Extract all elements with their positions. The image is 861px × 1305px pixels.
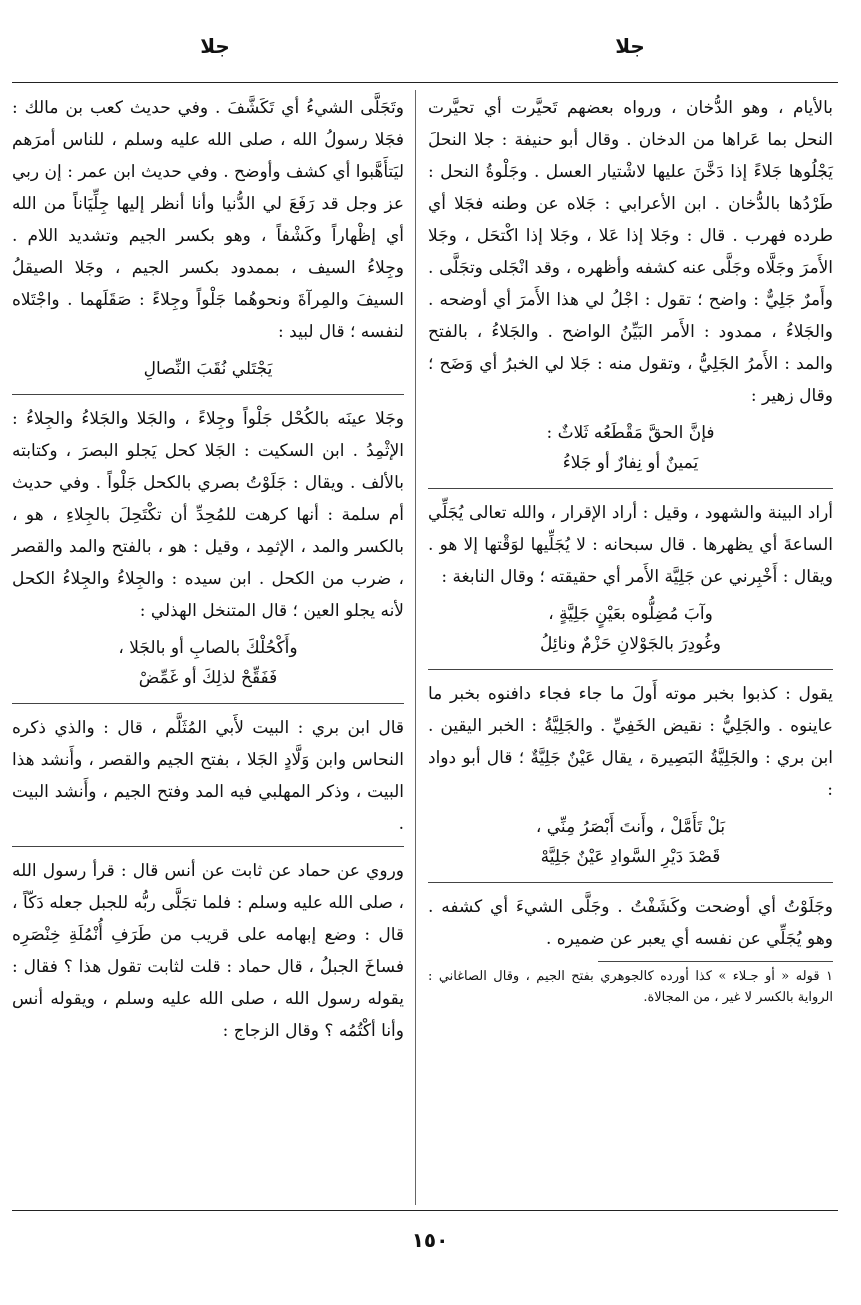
footnote-rule [598, 961, 833, 962]
running-head-left: جلا [200, 34, 230, 58]
page-header [0, 34, 861, 74]
header-rule [12, 82, 838, 83]
footnote: ١ قوله « أو جـلاء » كذا أورده كالجوهري بفتح الجيم ، وقال الصاغاني : الرواية بالكسر لا غير ، من المجالاة. [428, 969, 833, 1005]
verse-line: فَفَقِّحْ لذلِكَ أو غَمِّضْ [138, 668, 278, 688]
right-paragraph-1: بالأيام ، وهو الدُّخان ، ورواه بعضهم تَحيَّرت أي تحيَّرت النحل بما عَراها من الدخان . وقال أبو حنيفة : جلا النحلَ يَجْلُوها جَلاءً إذا دَخَّنَ عليها لاشْتيار العسل . وجَلْوةُ النحل : طَرْدُها بالدُّخان . ابن الأعرابي : جَلاه عن وطنه فجَلا أي طرده فهرب . قال : وجَلا إذا عَلا ، وجَلا إذا اكْتحَل ، وجَلا الأَمرَ وجَلَّاه وجَلَّى عنه كشفه وأظهره ، وقد انْجَلى وتجَلَّى . وأَمرٌ جَلِيٌّ : واضح ؛ تقول : اجْلُ لي هذا الأَمرَ أي أوضحه . والجَلاءُ ، ممدود : الأَمر البَيِّنُ الواضح . والجَلاءُ ، بالفتح والمد : الأَمرُ الجَلِيُّ ، وتقول منه : جَلا لي الخبرُ أي وَضَح ؛ وقال زهير : [428, 98, 833, 406]
column-divider [415, 90, 416, 1205]
right-paragraph-4: وجَلَوْتُ أي أوضحت وكَشَفْتُ . وجَلَّى الشيءَ أي كشفه . وهو يُجَلِّي عن نفسه أي يعبر عن ضميره . [428, 897, 833, 949]
section-separator [428, 882, 833, 883]
verse-line: بَلْ تَأَمَّلْ ، وأَنتَ أَبْصَرُ مِنِّي ، [535, 817, 726, 837]
verse-mutanakhkhil [12, 633, 404, 693]
verse-line: فإنَّ الحقَّ مَقْطَعُه ثَلاثٌ : [546, 423, 715, 443]
verse-line: وأَكْحُلْكَ بالصابِ أو بالجَلا ، [118, 638, 298, 658]
verse-nabigha [428, 599, 833, 659]
running-head-right: جلا [615, 34, 645, 58]
verse-line: وآبَ مُضِلُّوه بعَيْنٍ جَلِيَّةٍ ، [548, 604, 713, 624]
footer-rule [12, 1210, 838, 1211]
verse-line: يَمينٌ أو نِفارٌ أو جَلاءُ [562, 453, 699, 473]
left-paragraph-3: قال ابن بري : البيت لأَبي المُثَلَّم ، قال : والذي ذكره النحاس وابن وَلَّادٍ الجَلا ، بفتح الجيم والقصر ، وأَنشد هذا البيت ، وذكر المهلبي فيه المد وفتح الجيم ، وأَنشد البيت . [12, 718, 404, 834]
right-column [428, 92, 833, 1014]
right-paragraph-2: أراد البينة والشهود ، وقيل : أراد الإقرار ، والله تعالى يُجَلِّي الساعةَ أي يظهرها . قال سبحانه : لا يُجَلِّيها لوَقْتها إلا هو . ويقال : أَخْبِرني عن جَلِيَّة الأَمر أي حقيقته ؛ وقال النابغة : [428, 503, 833, 587]
left-paragraph-2: وجَلا عينَه بالكُحْل جَلْواً وجِلاءً ، والجَلا والجَلاءُ والجِلاءُ : الإثْمِدُ . ابن السكيت : الجَلا كحل يَجلو البصرَ ، وكتابته بالألف . ويقال : جَلَوْتُ بصري بالكحل جَلْواً . وفي حديث أم سلمة : أنها كرهت للمُحِدِّ أن تكْتَحِلَ بالجِلاءِ ، هو ، بالكسر والمد ، الإثمِد ، وقيل : هو ، بالفتح والمد والقصر ، ضرب من الكحل . ابن سيده : والجِلاءُ والجِلاءُ الكحل لأنه يجلو العين ؛ قال المتنخل الهذلي : [12, 409, 404, 621]
section-separator [428, 669, 833, 670]
section-separator [428, 488, 833, 489]
verse-line: يَجْتَلي نُقَبَ النِّصالِ [143, 359, 273, 379]
verse-abu-duad [428, 812, 833, 872]
right-paragraph-3: يقول : كذبوا بخبر موته أَولَ ما جاء فجاء دافنوه بخبر ما عاينوه . والجَلِيُّ : نقيض الخَفِيِّ . والجَلِيَّةُ : الخبر اليقين . ابن بري : والجَلِيَّةُ البَصِيرة ، يقال عَيْنٌ جَلِيَّةٌ ؛ قال أبو دواد : [428, 684, 833, 800]
page-number: ١٥٠ [411, 1228, 449, 1252]
verse-line: وغُودِرَ بالجَوْلانِ حَزْمٌ ونائِلُ [539, 634, 722, 654]
left-paragraph-1: وتَجَلَّى الشيءُ أي تَكَشَّفَ . وفي حديث كعب بن مالك : فجَلا رسولُ الله ، صلى الله عليه وسلم ، للناس أمرَهم ليَتأَهَّبوا أي كشف وأوضح . وفي حديث ابن عمر : إن ربي عز وجل قد رَفَعَ لي الدُّنيا وأنا أنظر إليها جِلِّيَاناً من الله أي إظْهاراً وكَشْفاً ، وهو بكسر الجيم وتشديد اللام . وجِلاءُ السيف ، بممدود بكسر الجيم ، وجَلا الصيقلُ السيفَ والمِرآةَ ونحوهُما جَلْواً وجِلاءً : صَقَلَهما . واجْتَلاه لنفسه ؛ قال لبيد : [12, 98, 404, 342]
verse-line: قَصْدَ دَيْرِ السَّوادِ عَيْنٌ جَلِيَّهْ [540, 847, 721, 867]
left-column [12, 92, 404, 1053]
section-separator [12, 703, 404, 704]
section-separator [12, 394, 404, 395]
verse-zuhair [428, 418, 833, 478]
left-paragraph-4: وروي عن حماد عن ثابت عن أنس قال : قرأ رسول الله ، صلى الله عليه وسلم : فلما تجَلَّى ربُّه للجبل جعله دَكّاً ، قال : وضع إبهامه على قريب من طَرَفِ أُنْمُلَةِ خِنْصَرِه فساخَ الجبلُ ، قال حماد : قلت لثابت تقول هذا ؟ فقال : يقوله رسول الله ، صلى الله عليه وسلم ، ويقوله أنس وأنا أكْتُمُه ؟ وقال الزجاج : [12, 861, 404, 1041]
verse-labid [12, 354, 404, 384]
section-separator [12, 846, 404, 847]
